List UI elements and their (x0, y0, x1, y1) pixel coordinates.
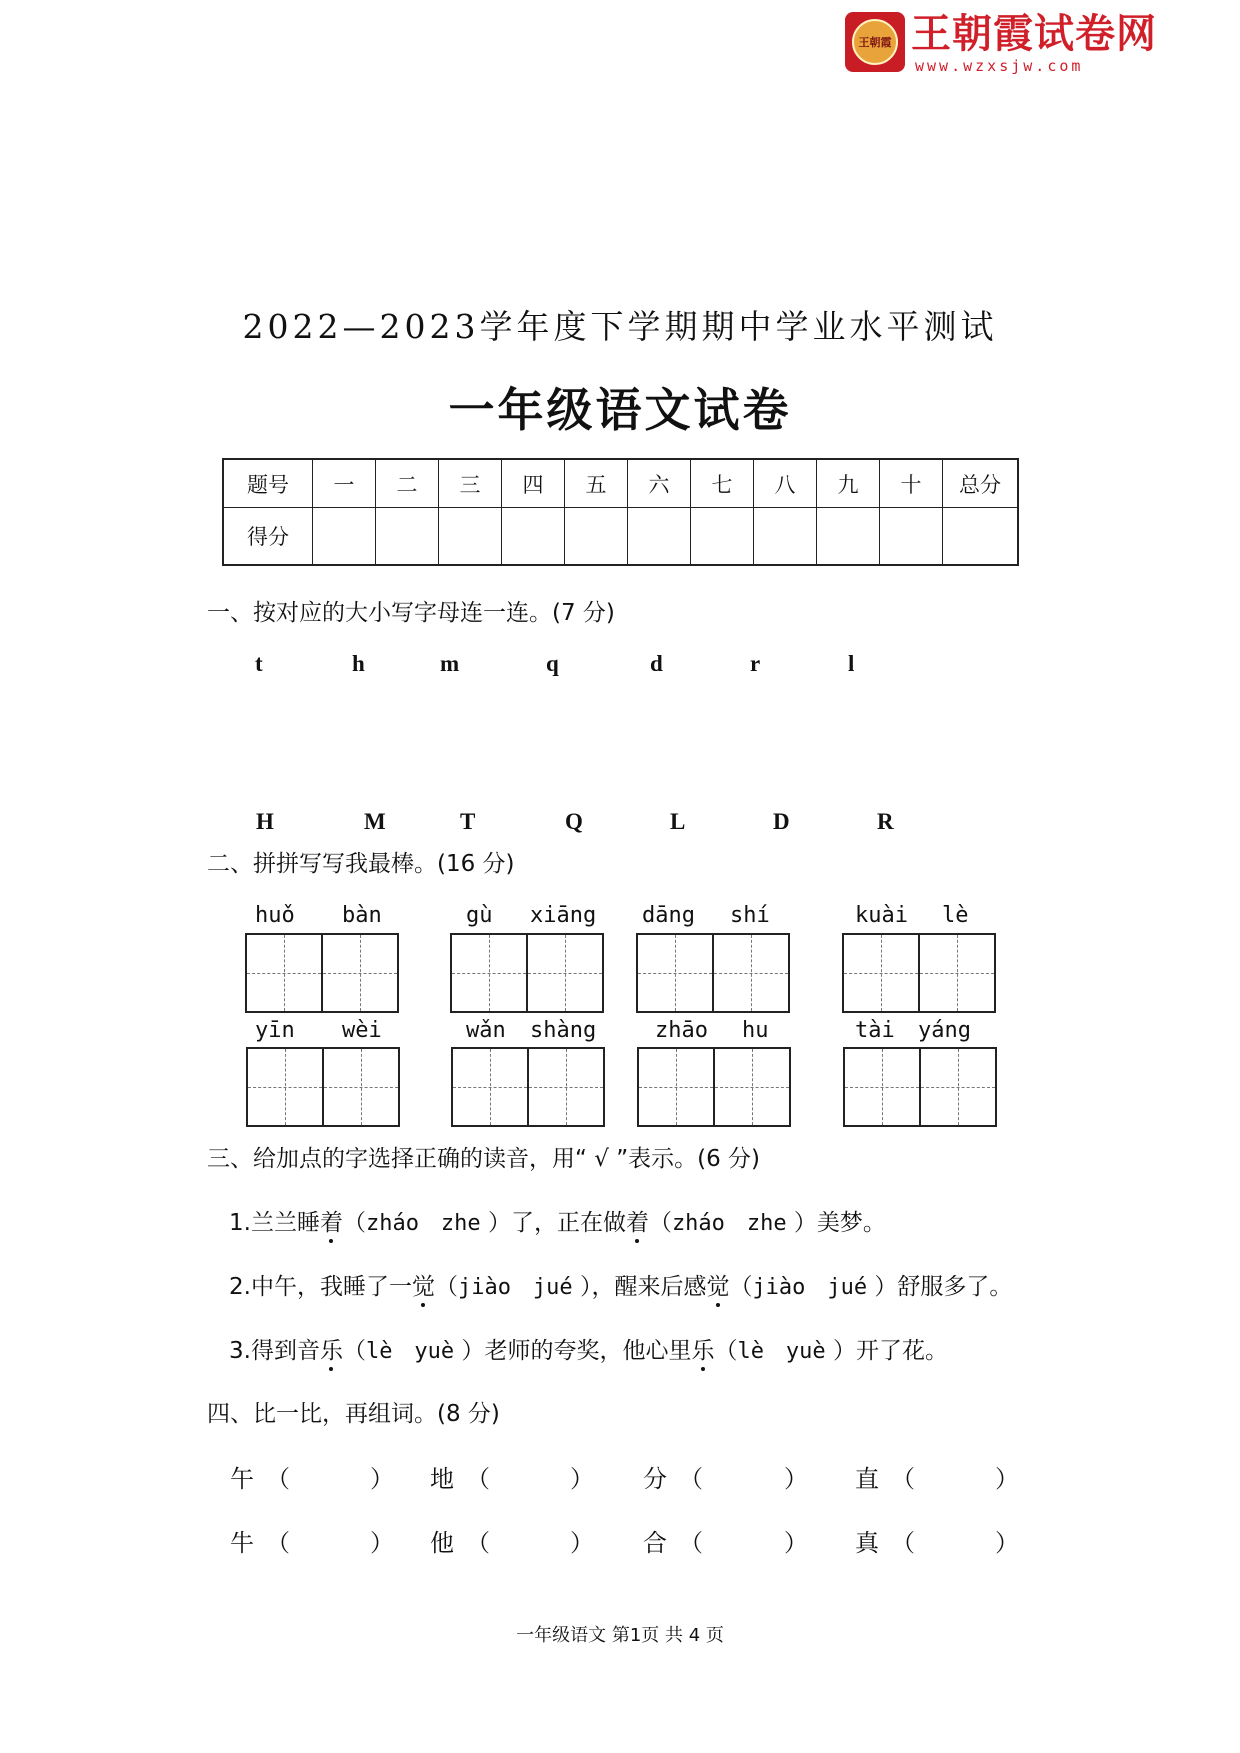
column-header: 四 (502, 459, 565, 508)
dotted-char: 着 (626, 1206, 649, 1240)
word-item[interactable]: 分 （ (643, 1465, 703, 1493)
pinyin: zhāo (655, 1018, 708, 1043)
score-table (222, 458, 1019, 566)
pinyin: tài (855, 1018, 895, 1043)
column-header: 九 (817, 459, 880, 508)
column-header-total: 总分 (943, 459, 1019, 508)
word-close-paren: ） (370, 1465, 394, 1493)
score-cell[interactable] (502, 508, 565, 566)
pinyin: yáng (918, 1018, 971, 1043)
page-footer: 一年级语文 第1页 共 4 页 (516, 1625, 724, 1646)
pinyin-option[interactable]: zhe (440, 1211, 481, 1236)
word-item[interactable]: 午 （ (230, 1465, 290, 1493)
q2-heading: 二、拼拼写写我最棒。(16 分) (207, 851, 515, 877)
dotted-char: 着 (320, 1206, 343, 1240)
pinyin-option[interactable]: zháo (671, 1211, 725, 1236)
pinyin-option[interactable]: lè (737, 1339, 764, 1364)
writing-grid[interactable] (246, 1047, 400, 1127)
q3-sentence-3: 3.得到音乐（lè yuè ）老师的夸奖，他心里乐（lè yuè ）开了花。 (229, 1334, 948, 1369)
word-item[interactable]: 地 （ (430, 1465, 490, 1493)
lowercase-letter[interactable]: h (352, 651, 365, 676)
table-row (223, 508, 1018, 566)
dotted-char: 觉 (412, 1270, 435, 1304)
score-cell-total[interactable] (943, 508, 1019, 566)
logo-url: www.wzxsjw.com (915, 57, 1084, 75)
uppercase-letter[interactable]: T (460, 809, 476, 834)
score-label: 得分 (223, 508, 313, 566)
writing-grid[interactable] (842, 933, 996, 1013)
pinyin: huǒ (255, 903, 295, 928)
uppercase-letter[interactable]: D (773, 809, 790, 834)
uppercase-letter[interactable]: R (877, 809, 894, 834)
word-close-paren: ） (570, 1465, 594, 1493)
q3-sentence-2: 2.中午，我睡了一觉（jiào jué ），醒来后感觉（jiào jué ）舒服多了。 (229, 1270, 1012, 1305)
column-header: 十 (880, 459, 943, 508)
exam-title: 一年级语文试卷 (448, 383, 792, 437)
dotted-char: 乐 (691, 1334, 714, 1368)
writing-grid[interactable] (450, 933, 604, 1013)
pinyin-option[interactable]: yuè (785, 1339, 826, 1364)
pinyin: gù (466, 903, 493, 928)
lowercase-letter[interactable]: q (546, 651, 559, 676)
word-close-paren: ） (995, 1465, 1019, 1493)
word-item[interactable]: 真 （ (855, 1529, 915, 1557)
exam-subtitle: 2022—2023学年度下学期期中学业水平测试 (242, 307, 998, 346)
pinyin-option[interactable]: lè (365, 1339, 393, 1364)
pinyin-option[interactable]: jué (532, 1275, 573, 1300)
word-item[interactable]: 直 （ (855, 1465, 915, 1493)
column-header: 一 (313, 459, 376, 508)
column-header: 三 (439, 459, 502, 508)
lowercase-letter[interactable]: l (848, 651, 855, 676)
score-cell[interactable] (754, 508, 817, 566)
score-cell[interactable] (376, 508, 439, 566)
lowercase-letter[interactable]: t (255, 651, 263, 676)
uppercase-letter[interactable]: M (364, 809, 386, 834)
q3-sentence-1: 1.兰兰睡着（zháo zhe ）了，正在做着（zháo zhe ）美梦。 (229, 1206, 886, 1241)
score-cell[interactable] (565, 508, 628, 566)
pinyin-option[interactable]: zhe (746, 1211, 787, 1236)
pinyin: wèi (342, 1018, 382, 1043)
word-close-paren: ） (995, 1529, 1019, 1557)
column-header: 六 (628, 459, 691, 508)
word-item[interactable]: 合 （ (643, 1529, 703, 1557)
pinyin: shàng (530, 1018, 597, 1043)
pinyin-option[interactable]: jiào (752, 1275, 806, 1300)
lowercase-letter[interactable]: d (650, 651, 663, 676)
pinyin: kuài (855, 903, 908, 928)
pinyin-option[interactable]: yuè (414, 1339, 455, 1364)
uppercase-letter[interactable]: H (256, 809, 274, 834)
column-header: 五 (565, 459, 628, 508)
score-cell[interactable] (439, 508, 502, 566)
score-cell[interactable] (691, 508, 754, 566)
writing-grid[interactable] (245, 933, 399, 1013)
column-header: 七 (691, 459, 754, 508)
pinyin-option[interactable]: jué (827, 1275, 868, 1300)
writing-grid[interactable] (636, 933, 790, 1013)
uppercase-letter[interactable]: L (670, 809, 686, 834)
word-item[interactable]: 他 （ (430, 1529, 490, 1557)
lowercase-letter[interactable]: r (750, 651, 761, 676)
writing-grid[interactable] (843, 1047, 997, 1127)
pinyin: bàn (342, 903, 382, 928)
logo-name: 王朝霞试卷网 (911, 11, 1157, 57)
word-close-paren: ） (370, 1529, 394, 1557)
question-number-label: 题号 (223, 459, 313, 508)
score-cell[interactable] (313, 508, 376, 566)
dotted-char: 乐 (320, 1334, 343, 1368)
column-header: 八 (754, 459, 817, 508)
pinyin: xiāng (530, 903, 597, 928)
table-row (223, 459, 1018, 508)
site-logo (845, 12, 1165, 74)
word-item[interactable]: 牛 （ (230, 1529, 290, 1557)
writing-grid[interactable] (451, 1047, 605, 1127)
q3-heading: 三、给加点的字选择正确的读音，用“ √ ”表示。(6 分) (207, 1146, 760, 1172)
column-header: 二 (376, 459, 439, 508)
word-close-paren: ） (784, 1529, 808, 1557)
score-cell[interactable] (817, 508, 880, 566)
q1-heading: 一、按对应的大小写字母连一连。(7 分) (207, 600, 615, 626)
score-cell[interactable] (628, 508, 691, 566)
logo-seal-icon: 王朝霞 (845, 12, 905, 72)
word-close-paren: ） (570, 1529, 594, 1557)
dotted-char: 觉 (706, 1270, 729, 1304)
pinyin: lè (942, 903, 969, 928)
score-cell[interactable] (880, 508, 943, 566)
word-close-paren: ） (784, 1465, 808, 1493)
pinyin-option[interactable]: zháo (365, 1211, 419, 1236)
pinyin: yīn (255, 1018, 295, 1043)
pinyin: dāng (642, 903, 695, 928)
writing-grid[interactable] (637, 1047, 791, 1127)
pinyin-option[interactable]: jiào (457, 1275, 511, 1300)
uppercase-letter[interactable]: Q (565, 809, 583, 834)
pinyin: wǎn (466, 1018, 506, 1043)
q4-heading: 四、比一比，再组词。(8 分) (207, 1401, 500, 1427)
lowercase-letter[interactable]: m (440, 651, 460, 676)
pinyin: hu (742, 1018, 769, 1043)
pinyin: shí (730, 903, 770, 928)
